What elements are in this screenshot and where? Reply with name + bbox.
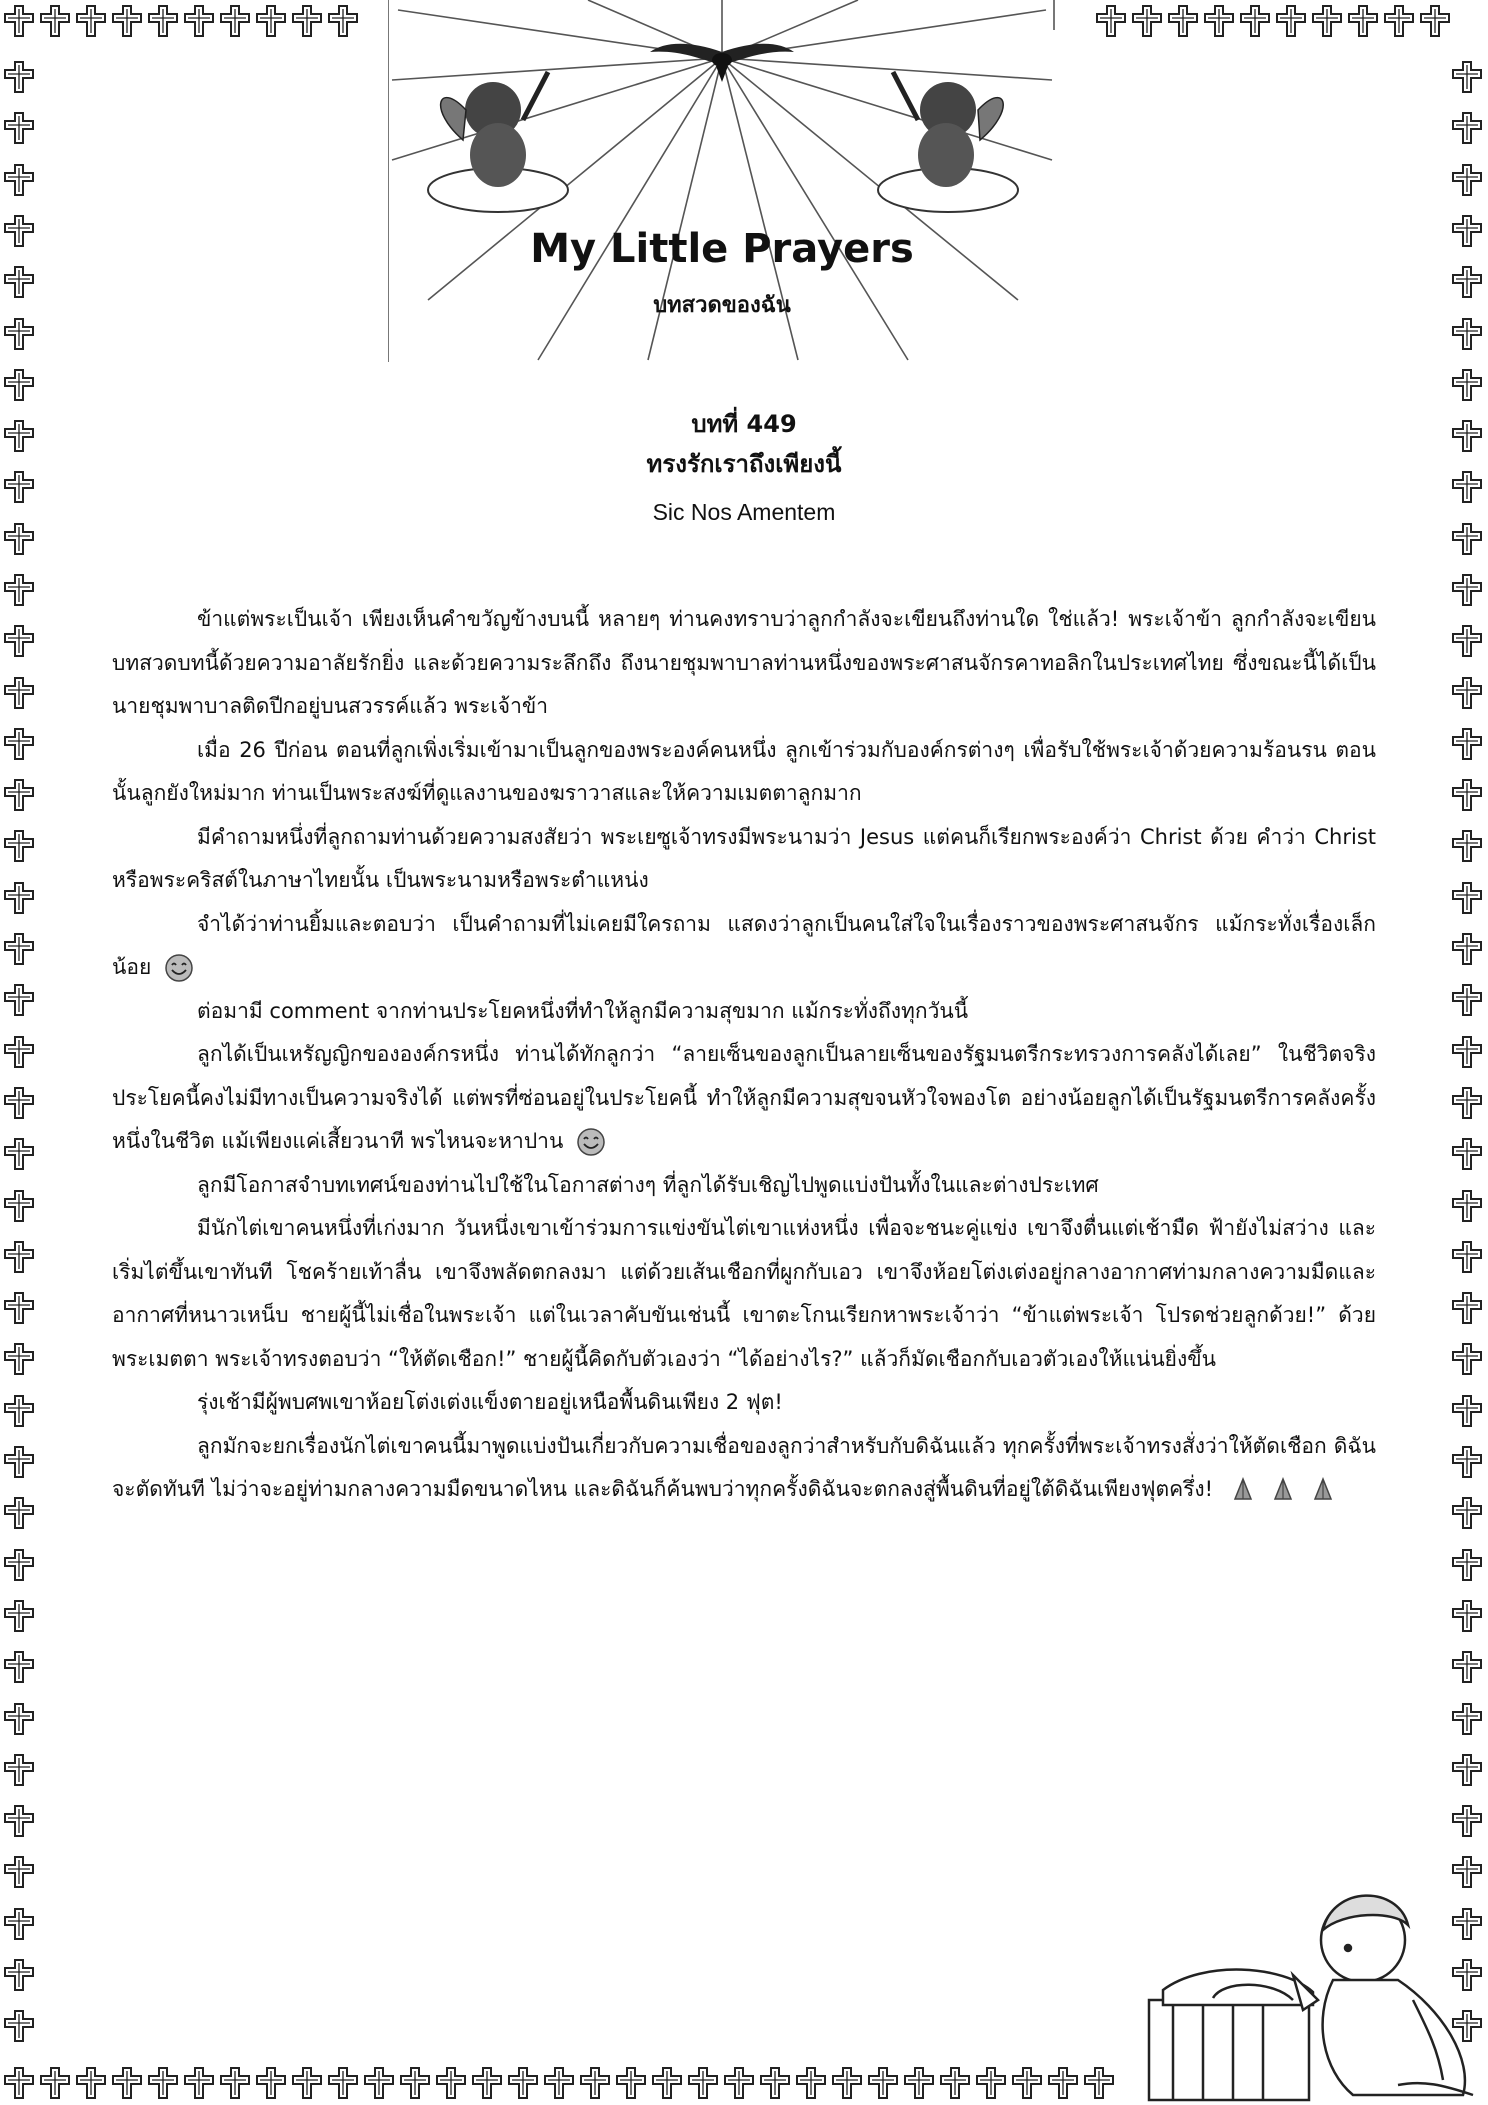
paragraph: เมื่อ 26 ปีก่อน ตอนที่ลูกเพิ่งเริ่มเข้ามาเป็นลูกของพระองค์คนหนึ่ง ลูกเข้าร่วมกับองค์กรต่างๆ เพื่อรับใช้พระเจ้าด้วยความร้อนรน ตอนนั้นลูกยังใหม่มาก ท่านเป็นพระสงฆ์ที่ดูแลงานของฆราวาสและให้ความเมตตาลูกมาก: [112, 737, 1376, 805]
cross-icon: [2, 1394, 36, 1428]
cross-icon: [2, 317, 36, 351]
cross-icon: [1450, 163, 1484, 197]
cross-icon: [254, 4, 288, 38]
cross-icon: [578, 2066, 612, 2100]
cross-icon: [2, 368, 36, 402]
cross-icon: [1450, 1342, 1484, 1376]
cross-icon: [74, 4, 108, 38]
cross-icon: [2, 265, 36, 299]
cross-icon: [1450, 1086, 1484, 1120]
cross-icon: [2, 2066, 36, 2100]
cross-icon: [2, 1137, 36, 1171]
cross-icon: [2, 1753, 36, 1787]
paragraph: ลูกมักจะยกเรื่องนักไต่เขาคนนี้มาพูดแบ่งปันเกี่ยวกับความเชื่อของลูกว่าสำหรับกับดิฉันแล้ว ทุกครั้งที่พระเจ้าทรงสั่งว่าให้ตัดเชือก ดิฉันจะตัดทันที ไม่ว่าจะอยู่ท่ามกลางความมืดขนาดไหน และดิฉันก็ค้นพบว่าทุกครั้งดิฉันจะตกลงสู่พื้นดินที่อยู่ใต้ดิฉันเพียงฟุตครึ่ง!: [112, 1433, 1376, 1501]
cross-icon: [2, 624, 36, 658]
cross-icon: [254, 2066, 288, 2100]
cross-icon: [326, 4, 360, 38]
paragraph: มีคำถามหนึ่งที่ลูกถามท่านด้วยความสงสัยว่า พระเยซูเจ้าทรงมีพระนามว่า Jesus แต่คนก็เรียกพระองค์ว่า Christ ด้วย คำว่า Christ หรือพระคริสต์ในภาษาไทยนั้น เป็นพระนามหรือพระตำแหน่ง: [112, 824, 1376, 892]
cross-icon: [2, 1804, 36, 1838]
banner-title: My Little Prayers: [530, 226, 914, 272]
cross-icon: [1450, 265, 1484, 299]
cross-icon: [434, 2066, 468, 2100]
cross-icon: [1046, 2066, 1080, 2100]
cross-icon: [2, 1086, 36, 1120]
cross-icon: [1450, 1137, 1484, 1171]
cross-icon: [38, 2066, 72, 2100]
prayer-body: [112, 598, 1376, 1512]
cross-icon: [182, 4, 216, 38]
cross-icon: [1450, 1291, 1484, 1325]
cross-icon: [758, 2066, 792, 2100]
cross-icon: [506, 2066, 540, 2100]
cross-icon: [2, 1702, 36, 1736]
cross-icon: [1450, 881, 1484, 915]
cross-icon: [1450, 1189, 1484, 1223]
cross-icon: [1130, 4, 1164, 38]
cross-icon: [1450, 1702, 1484, 1736]
cross-icon: [2, 1855, 36, 1889]
cross-icon: [2, 1445, 36, 1479]
paragraph: รุ่งเช้ามีผู้พบศพเขาห้อยโต่งเต่งแข็งตายอยู่เหนือพื้นดินเพียง 2 ฟุต!: [197, 1390, 783, 1414]
cross-icon: [326, 2066, 360, 2100]
folded-hands-icon: [1306, 1477, 1340, 1503]
cross-icon: [1166, 4, 1200, 38]
cross-icon: [866, 2066, 900, 2100]
cross-icon: [1450, 676, 1484, 710]
cross-icon: [110, 4, 144, 38]
cross-icon: [1450, 1650, 1484, 1684]
cross-icon: [1450, 932, 1484, 966]
cross-icon: [2, 1291, 36, 1325]
cross-icon: [1202, 4, 1236, 38]
cross-icon: [1346, 4, 1380, 38]
cross-icon: [2, 1907, 36, 1941]
cross-icon: [1450, 1240, 1484, 1274]
cross-icon: [182, 2066, 216, 2100]
cross-icon: [2, 881, 36, 915]
cross-icon: [1450, 1599, 1484, 1633]
cross-icon: [1094, 4, 1128, 38]
cross-icon: [2, 932, 36, 966]
cross-icon: [2, 778, 36, 812]
cross-icon: [1450, 1445, 1484, 1479]
cross-icon: [1274, 4, 1308, 38]
paragraph: ลูกมีโอกาสจำบทเทศน์ของท่านไปใช้ในโอกาสต่างๆ ที่ลูกได้รับเชิญไปพูดแบ่งปันทั้งในและต่างประเทศ: [197, 1172, 1099, 1197]
cross-icon: [362, 2066, 396, 2100]
cross-icon: [2, 163, 36, 197]
cross-icon: [290, 4, 324, 38]
cross-icon: [2, 983, 36, 1017]
banner-subtitle: บทสวดของฉัน: [653, 293, 791, 318]
cross-icon: [2, 60, 36, 94]
cross-icon: [1450, 317, 1484, 351]
folded-hands-icon: [1266, 1477, 1300, 1503]
cross-icon: [1418, 4, 1452, 38]
cross-icon: [1450, 778, 1484, 812]
cross-icon: [1082, 2066, 1116, 2100]
cross-icon: [1450, 1753, 1484, 1787]
cross-icon: [2, 1548, 36, 1582]
cross-icon: [218, 2066, 252, 2100]
chapter-number: บทที่ 449: [691, 410, 797, 438]
cross-icon: [1382, 4, 1416, 38]
cross-icon: [2, 214, 36, 248]
cross-icon: [974, 2066, 1008, 2100]
cross-icon: [110, 2066, 144, 2100]
paragraph: มีนักไต่เขาคนหนึ่งที่เก่งมาก วันหนึ่งเขาเข้าร่วมการแข่งขันไต่เขาแห่งหนึ่ง เพื่อจะชนะคู่แข่ง เขาจึงตื่นแต่เช้ามืด ฟ้ายังไม่สว่าง และเริ่มไต่ขึ้นเขาทันที โชคร้ายเท้าลื่น เขาจึงพลัดตกลงมา แต่ด้วยเส้นเชือกที่ผูกกับเอว เขาจึงห้อยโต่งเต่งอยู่กลางอากาศท่ามกลางความมืดและอากาศที่หนาวเหน็บ ชายผู้นี้ไม่เชื่อในพระเจ้า แต่ในเวลาคับขันเช่นนี้ เขาตะโกนเรียกหาพระเจ้าว่า “ข้าแต่พระเจ้า โปรดช่วยลูกด้วย!” ด้วยพระเมตตา พระเจ้าทรงตอบว่า “ให้ตัดเชือก!” ชายผู้นี้คิดกับตัวเองว่า “ได้อย่างไร?” แล้วก็มัดเชือกกับเอวตัวเองให้แน่นยิ่งขึ้น: [112, 1216, 1376, 1371]
cross-icon: [1450, 111, 1484, 145]
cross-icon: [542, 2066, 576, 2100]
cross-icon: [2, 111, 36, 145]
cross-icon: [902, 2066, 936, 2100]
cross-icon: [1450, 1394, 1484, 1428]
cross-icon: [1450, 727, 1484, 761]
cross-icon: [2, 829, 36, 863]
smiling-face-icon: [576, 1127, 606, 1157]
folded-hands-icon: [1226, 1477, 1260, 1503]
paragraph: ต่อมามี comment จากท่านประโยคหนึ่งที่ทำให้ลูกมีความสุขมาก แม้กระทั่งถึงทุกวันนี้: [197, 998, 969, 1023]
smiling-face-icon: [164, 953, 194, 983]
cross-icon: [146, 4, 180, 38]
cross-icon: [938, 2066, 972, 2100]
paragraph: จำได้ว่าท่านยิ้มและตอบว่า เป็นคำถามที่ไม่เคยมีใครถาม แสดงว่าลูกเป็นคนใส่ใจในเรื่องราวของพระศาสนจักร แม้กระทั่งเรื่องเล็กน้อย: [112, 903, 1376, 990]
cross-icon: [1450, 1496, 1484, 1530]
cross-icon: [2, 2009, 36, 2043]
cross-icon: [2, 573, 36, 607]
cross-icon: [2, 676, 36, 710]
cross-icon: [2, 1496, 36, 1530]
chapter-latin-title: Sic Nos Amentem: [652, 499, 836, 525]
cross-icon: [614, 2066, 648, 2100]
paragraph: ลูกได้เป็นเหรัญญิกขององค์กรหนึ่ง ท่านได้ทักลูกว่า “ลายเซ็นของลูกเป็นลายเซ็นของรัฐมนตรีกระทรวงการคลังได้เลย” ในชีวิตจริง ประโยคนี้คงไม่มีทางเป็นความจริงได้ แต่พรที่ซ่อนอยู่ในประโยคนี้ ทำให้ลูกมีความสุขจนหัวใจพองโต อย่างน้อยลูกได้เป็นรัฐมนตรีการคลังครั้งหนึ่งในชีวิต แม้เพียงแค่เสี้ยวนาที พรไหนจะหาปาน: [112, 1033, 1376, 1164]
cross-icon: [1010, 2066, 1044, 2100]
cross-icon: [2, 1599, 36, 1633]
chapter-title: ทรงรักเราถึงเพียงนี้: [646, 450, 842, 478]
cross-icon: [722, 2066, 756, 2100]
cross-icon: [146, 2066, 180, 2100]
cross-icon: [1450, 983, 1484, 1017]
cross-icon: [290, 2066, 324, 2100]
paragraph: ข้าแต่พระเป็นเจ้า เพียงเห็นคำขวัญข้างบนนี้ หลายๆ ท่านคงทราบว่าลูกกำลังจะเขียนถึงท่านใด ใช่แล้ว! พระเจ้าข้า ลูกกำลังจะเขียนบทสวดบทนี้ด้วยความอาลัยรักยิ่ง และด้วยความระลึกถึง ถึงนายชุมพาบาลท่านหนึ่งของพระศาสนจักรคาทอลิกในประเทศไทย ซึ่งขณะนี้ได้เป็นนายชุมพาบาลติดปีกอยู่บนสวรรค์แล้ว พระเจ้าข้า: [112, 607, 1376, 718]
cross-icon: [1450, 60, 1484, 94]
cross-icon: [2, 4, 36, 38]
cross-icon: [2, 1958, 36, 1992]
cross-icon: [2, 1342, 36, 1376]
cross-icon: [1450, 829, 1484, 863]
cross-icon: [1238, 4, 1272, 38]
cross-icon: [1450, 1548, 1484, 1582]
cross-icon: [686, 2066, 720, 2100]
cross-icon: [2, 1650, 36, 1684]
chapter-header: [0, 404, 1488, 534]
cross-icon: [218, 4, 252, 38]
cross-icon: [2, 727, 36, 761]
cross-icon: [1310, 4, 1344, 38]
cross-icon: [650, 2066, 684, 2100]
cross-icon: [1450, 1804, 1484, 1838]
cross-icon: [2, 1240, 36, 1274]
cross-icon: [38, 4, 72, 38]
cross-icon: [2, 1189, 36, 1223]
cross-icon: [1450, 1035, 1484, 1069]
cross-icon: [2, 1035, 36, 1069]
angel-right-icon: [878, 72, 1018, 212]
cross-icon: [74, 2066, 108, 2100]
cross-icon: [794, 2066, 828, 2100]
cross-icon: [1450, 214, 1484, 248]
cross-icon: [1450, 368, 1484, 402]
kneeling-child-illustration: [1143, 1880, 1488, 2105]
cross-icon: [1450, 573, 1484, 607]
banner-illustration: [388, 0, 1056, 362]
cross-icon: [1450, 624, 1484, 658]
cross-icon: [470, 2066, 504, 2100]
cross-icon: [830, 2066, 864, 2100]
cross-icon: [398, 2066, 432, 2100]
